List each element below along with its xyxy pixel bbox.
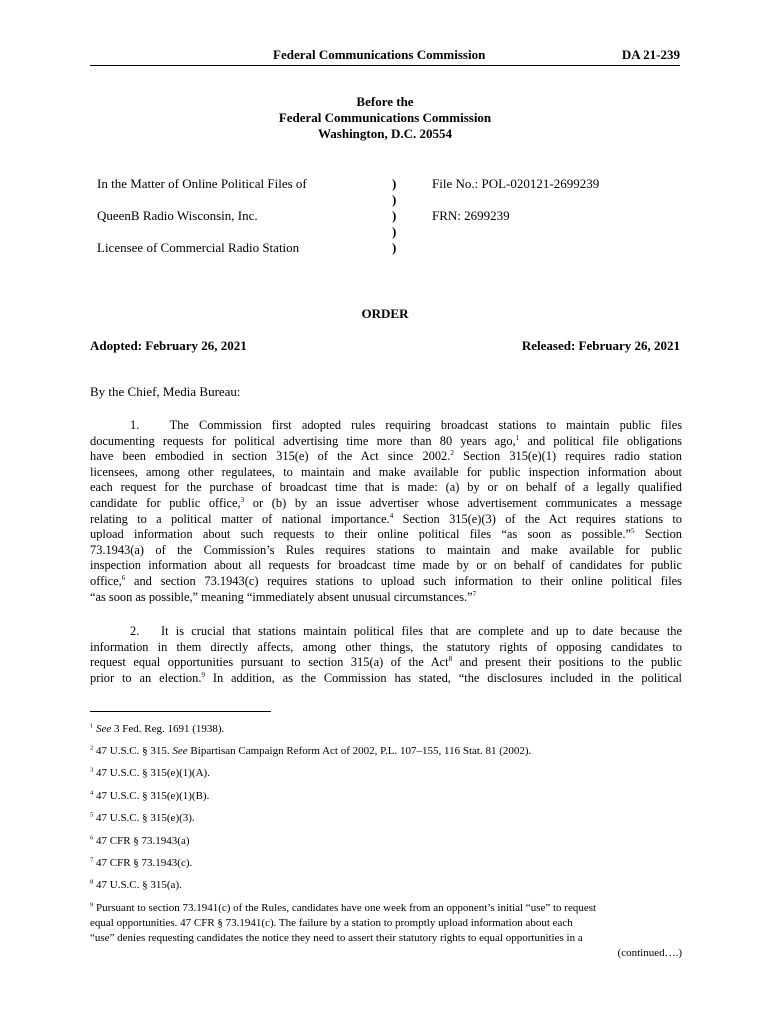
paragraph-line: documenting requests for political advertising time more than 80 years ago,$^1$ and political file obligations — [90, 433, 682, 448]
released-date: Released: February 26, 2021 — [521, 338, 680, 353]
footnote-ref: 5 — [631, 527, 635, 536]
caption-frn: FRN: 2699239 — [432, 208, 510, 223]
case-caption — [90, 174, 680, 264]
adopted-date: Adopted: February 26, 2021 — [90, 338, 247, 353]
commission-address: Washington, D.C. 20554 — [318, 126, 452, 141]
footnote: $^1$ See 3 Fed. Reg. 1691 (1938). — [90, 722, 225, 735]
footnote-ref: 6 — [121, 573, 126, 582]
footnote-ref: 9 — [201, 670, 205, 679]
footnote-ref: 2 — [450, 449, 454, 458]
paragraph-line: 73.1943(a) of the Commission’s Rules requires stations to maintain and make available for public — [90, 542, 682, 557]
footnote-9 — [90, 901, 682, 961]
caption-licensee-name: QueenB Radio Wisconsin, Inc. — [97, 208, 258, 223]
caption-paren: ) — [392, 176, 397, 191]
footnote: $^7$ 47 CFR § 73.1943(c). — [90, 856, 193, 869]
paragraph-line: information in them directly affects, among other things, the statutory rights of opposing candidates to — [90, 639, 682, 654]
footnote-ref: 1 — [515, 433, 520, 442]
caption-paren: ) — [392, 208, 397, 223]
footnote-ref: 3 — [240, 495, 245, 504]
footnote: $^3$ 47 U.S.C. § 315(e)(1)(A). — [90, 766, 210, 779]
footnote: $^6$ 47 CFR § 73.1943(a) — [90, 834, 190, 847]
paragraph-line: each request for the purchase of broadcast time that is made: (a) by or on behalf of a legally qualified — [90, 480, 682, 495]
footnote: $^5$ 47 U.S.C. § 315(e)(3). — [90, 811, 195, 824]
paragraph-line: request equal opportunities pursuant to section 315(a) of the Act$^8$ and present their positions to the public — [90, 655, 682, 670]
paragraph-1 — [90, 418, 682, 605]
header-doc-number: DA 21-239 — [621, 47, 680, 62]
caption-paren: ) — [392, 192, 397, 207]
caption-paren: ) — [392, 240, 397, 255]
footnote: $^2$ 47 U.S.C. § 315. See Bipartisan Campaign Reform Act of 2002, P.L. 107–155, 116 Stat. 81 (2002). — [90, 744, 532, 757]
paragraph-line: have been embodied in section 315(e) of the Act since 2002.$^2$ Section 315(e)(1) requires radio station — [90, 449, 682, 464]
footnote: $^4$ 47 U.S.C. § 315(e)(1)(B). — [90, 789, 210, 802]
paragraph-number: 2. — [130, 624, 140, 638]
paragraph-line: prior to an election.$^9$ In addition, as the Commission has stated, “the disclosures included in the political — [90, 670, 683, 685]
footnote-ref: 4 — [389, 511, 394, 520]
footnote-ref: 7 — [472, 589, 477, 598]
continued-note: (continued….) — [617, 947, 682, 959]
paragraph-line: licensees, among other regulatees, to maintain and make available for public inspection information about — [90, 464, 682, 479]
salutation: By the Chief, Media Bureau: — [90, 384, 241, 399]
footnote-line: $^9$ Pursuant to section 73.1941(c) of the Rules, candidates have one week from an opponent’s initial “use” to request — [90, 901, 597, 914]
caption-paren: ) — [392, 224, 397, 239]
paragraph-line: 1. The Commission first adopted rules requiring broadcast stations to maintain public files — [130, 418, 683, 432]
paragraph-number: 1. — [130, 418, 140, 432]
paragraph-line: “as soon as possible,” meaning “immediately absent unusual circumstances.”$^7$ — [90, 589, 477, 604]
paragraph-line: upload information about such requests to their online political files “as soon as possible.”$^5$ Section — [90, 527, 682, 542]
footnote: $^8$ 47 U.S.C. § 315(a). — [90, 878, 182, 891]
order-title: ORDER — [361, 306, 409, 321]
footnote-ref: 8 — [448, 655, 453, 664]
paragraph-line: office,$^6$ and section 73.1943(c) requires stations to upload such information to their online political files — [90, 573, 682, 588]
page-header — [90, 47, 680, 66]
footnote-line: “use” denies requesting candidates the notice they need to assert their statutory rights to equal opportunities in a — [90, 932, 583, 944]
paragraph-line: 2. It is crucial that stations maintain political files that are complete and up to date because the — [130, 624, 682, 638]
header-agency: Federal Communications Commission — [273, 47, 486, 62]
paragraph-2 — [90, 624, 682, 686]
footnote-separator — [90, 711, 271, 712]
commission-name: Federal Communications Commission — [278, 110, 492, 125]
caption-matter: In the Matter of Online Political Files of — [97, 176, 307, 191]
before-line: Before the — [356, 94, 414, 109]
caption-licensee-role: Licensee of Commercial Radio Station — [97, 240, 300, 255]
paragraph-line: candidate for public office,$^3$ or (b) by an issue advertiser whose advertisement communicates a message — [90, 495, 682, 510]
caption-file-no: File No.: POL-020121-2699239 — [432, 176, 600, 191]
footnote-line: equal opportunities. 47 CFR § 73.1941(c). The failure by a station to promptly upload information about each — [90, 917, 573, 929]
before-block — [90, 94, 680, 142]
paragraph-line: relating to a political matter of national importance.$^4$ Section 315(e)(3) of the Act requires stations to — [90, 511, 682, 526]
paragraph-line: inspection information about all requests for broadcast time made by or on behalf of candidates for public — [90, 558, 682, 573]
